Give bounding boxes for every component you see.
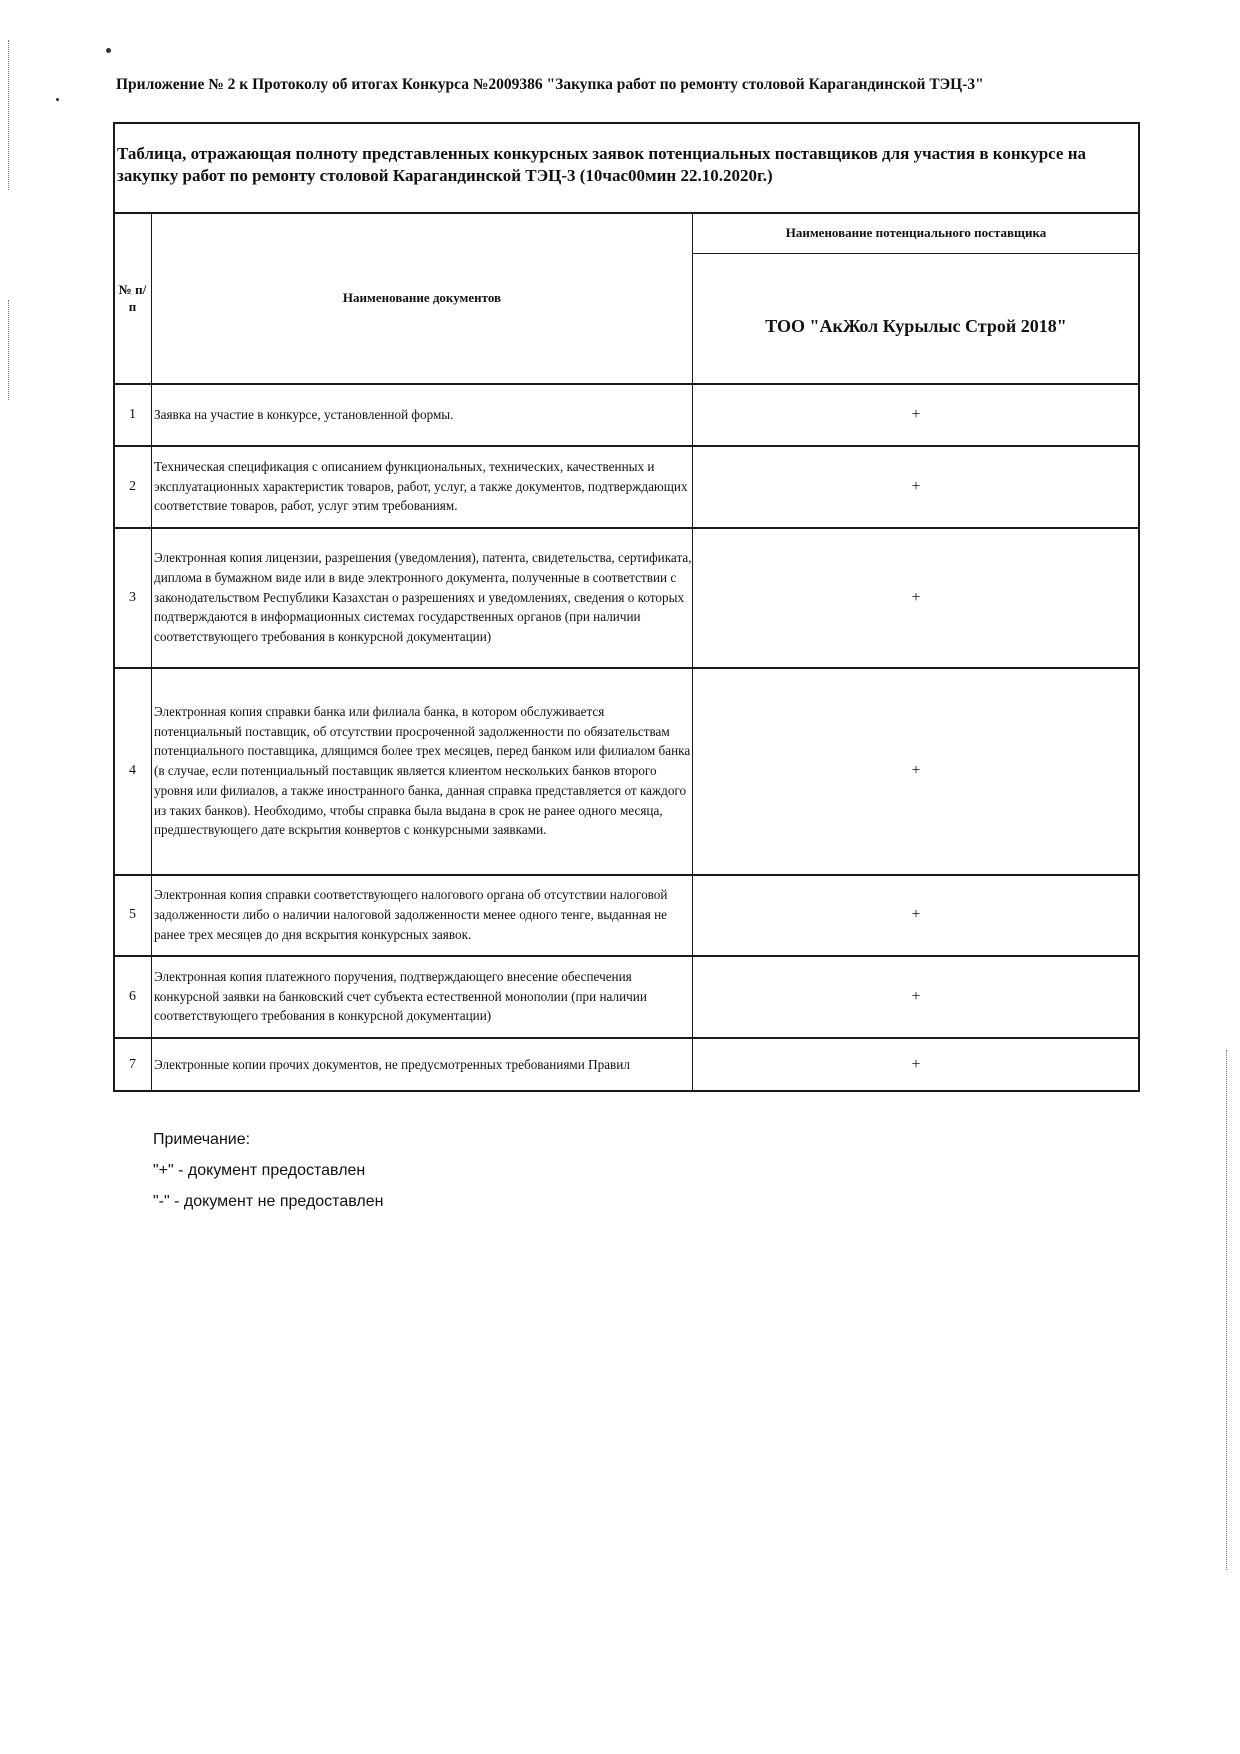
notes-legend-absent: "-" - документ не предоставлен <box>153 1193 384 1210</box>
row-document-name: Электронная копия лицензии, разрешения (уведомления), патента, свидетельства, сертификата, диплома в бумажном виде или в виде электронного документа, полученные в соответствии с законодательством Республики Казахстан о разрешениях и уведомлениях, сведения о которых подтверждаются в информационных системах государственных органов (при наличии соответствующего требования в конкурсной документации) <box>154 550 692 645</box>
margin-dots <box>1226 1050 1227 1570</box>
table-title: Таблица, отражающая полноту представленных конкурсных заявок потенциальных поставщиков для участия в конкурсе на закупку работ по ремонту столовой Карагандинской ТЭЦ-3 (10час00мин 22.10.2020г.) <box>117 144 1086 185</box>
row-presence-mark: + <box>911 906 921 923</box>
margin-dots <box>8 40 9 190</box>
supplier-name: ТОО "АкЖол Курылыс Строй 2018" <box>765 316 1067 336</box>
row-document-name: Электронная копия справки соответствующего налогового органа об отсутствии налоговой задолженности либо о наличии налоговой задолженности менее одного тенге, выданная не ранее трех месяцев до дня вскрытия конкурсных заявок. <box>154 887 668 942</box>
notes-title: Примечание: <box>153 1131 251 1148</box>
row-document-name: Электронная копия справки банка или филиала банка, в котором обслуживается потенциальный поставщик, об отсутствии просроченной задолженности по обязательствам потенциального поставщика, длящимся более трех месяцев, перед банком или филиалом банка (в случае, если потенциальный поставщик является клиентом нескольких банков второго уровня или филиалов, а также иностранного банка, данная справка представляется от каждого из таких банков). Необходимо, чтобы справка была выдана в срок не ранее одного месяца, предшествующего дате вскрытия конвертов с конкурсными заявками. <box>154 704 691 838</box>
row-number: 6 <box>129 988 136 1004</box>
col-header-supplier-group: Наименование потенциального поставщика <box>785 225 1047 240</box>
row-presence-mark: + <box>911 477 921 495</box>
row-document-name: Электронная копия платежного поручения, подтверждающего внесение обеспечения конкурсной заявки на банковский счет субъекта естественной монополии (при наличии соответствующего требования в конкурсной документации) <box>154 968 647 1024</box>
row-number: 2 <box>129 478 136 494</box>
row-document-name: Электронные копии прочих документов, не предусмотренных требованиями Правил <box>154 1056 630 1072</box>
row-number: 5 <box>129 907 136 922</box>
row-presence-mark: + <box>911 762 921 779</box>
notes-legend-present: "+" - документ предоставлен <box>153 1162 366 1179</box>
row-number: 4 <box>129 763 136 778</box>
row-number: 1 <box>129 406 136 422</box>
row-presence-mark: + <box>911 1055 921 1073</box>
row-number: 3 <box>129 589 136 605</box>
scan-speck <box>56 98 59 101</box>
row-number: 7 <box>129 1056 136 1072</box>
col-header-num: № п/п <box>118 282 147 314</box>
appendix-title: Приложение № 2 к Протоколу об итогах Конкурса №2009386 "Закупка работ по ремонту столовой Карагандинской ТЭЦ-3" <box>116 76 984 93</box>
col-header-docs: Наименование документов <box>342 290 502 305</box>
row-presence-mark: + <box>911 588 921 606</box>
row-presence-mark: + <box>911 405 921 423</box>
scan-speck <box>106 48 111 53</box>
row-document-name: Техническая спецификация с описанием функциональных, технических, качественных и эксплуатационных характеристик товаров, работ, услуг, а также документов, подтверждающих соответствие товаров, работ, услуг этим требованиям. <box>154 458 688 514</box>
row-presence-mark: + <box>911 987 921 1005</box>
row-document-name: Заявка на участие в конкурсе, установленной формы. <box>154 406 454 422</box>
margin-dots <box>8 300 9 400</box>
